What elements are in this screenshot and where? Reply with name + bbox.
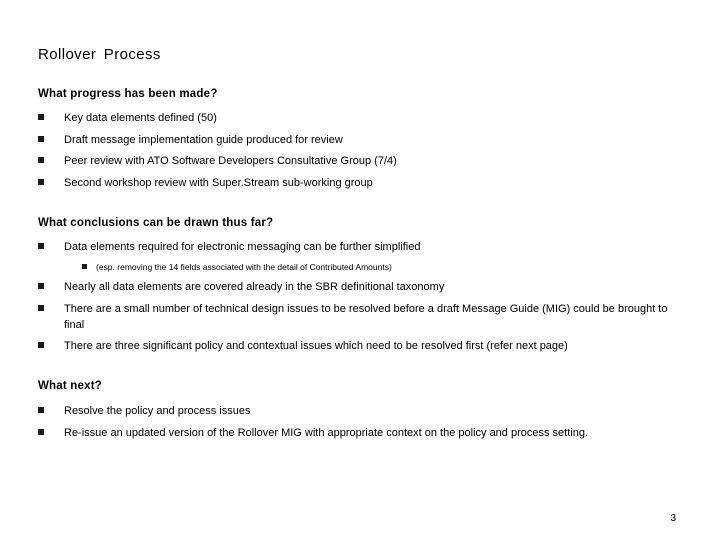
square-bullet-icon <box>38 114 44 120</box>
square-bullet-icon <box>38 429 44 435</box>
square-bullet-icon <box>82 264 87 269</box>
square-bullet-icon <box>38 407 44 413</box>
list-item-text: Second workshop review with Super.Stream sub-working group <box>64 177 373 189</box>
list-item <box>38 403 678 419</box>
section-heading-conclusions: What conclusions can be drawn thus far? <box>38 217 274 229</box>
list-item-text: Peer review with ATO Software Developers Consultative Group (7/4) <box>64 155 397 167</box>
list-item <box>38 338 678 354</box>
list-item <box>38 239 678 255</box>
list-item-text: Key data elements defined (50) <box>64 112 217 124</box>
square-bullet-icon <box>38 243 44 249</box>
square-bullet-icon <box>38 283 44 289</box>
square-bullet-icon <box>38 305 44 311</box>
list-item-text: Re-issue an updated version of the Rollover MIG with appropriate context on the policy and process setting. <box>64 427 589 439</box>
list-item <box>38 279 678 295</box>
list-item-text: Nearly all data elements are covered already in the SBR definitional taxonomy <box>64 281 445 293</box>
list-item-text: There are a small number of technical design issues to be resolved before a draft Message Guide (MIG) could be brought to final <box>64 303 668 331</box>
list-item-text: Resolve the policy and process issues <box>64 405 251 417</box>
section-heading-next: What next? <box>38 380 102 392</box>
sub-list-item-text: (esp. removing the 14 fields associated with the detail of Contributed Amounts) <box>96 262 392 272</box>
square-bullet-icon <box>38 136 44 142</box>
list-item-text: Data elements required for electronic messaging can be further simplified <box>64 241 421 253</box>
section-heading-progress: What progress has been made? <box>38 88 218 100</box>
slide-title: Rollover Process <box>38 46 161 63</box>
page-number: 3 <box>670 513 676 524</box>
list-item <box>38 110 678 126</box>
square-bullet-icon <box>38 157 44 163</box>
list-item <box>38 175 678 191</box>
list-item <box>38 425 678 441</box>
square-bullet-icon <box>38 342 44 348</box>
list-item-text: Draft message implementation guide produced for review <box>64 134 343 146</box>
list-item <box>38 132 678 148</box>
sub-list-item <box>82 261 642 273</box>
list-item <box>38 153 678 169</box>
list-item <box>38 301 678 333</box>
square-bullet-icon <box>38 179 44 185</box>
list-item-text: There are three significant policy and contextual issues which need to be resolved first (refer next page) <box>64 340 568 352</box>
